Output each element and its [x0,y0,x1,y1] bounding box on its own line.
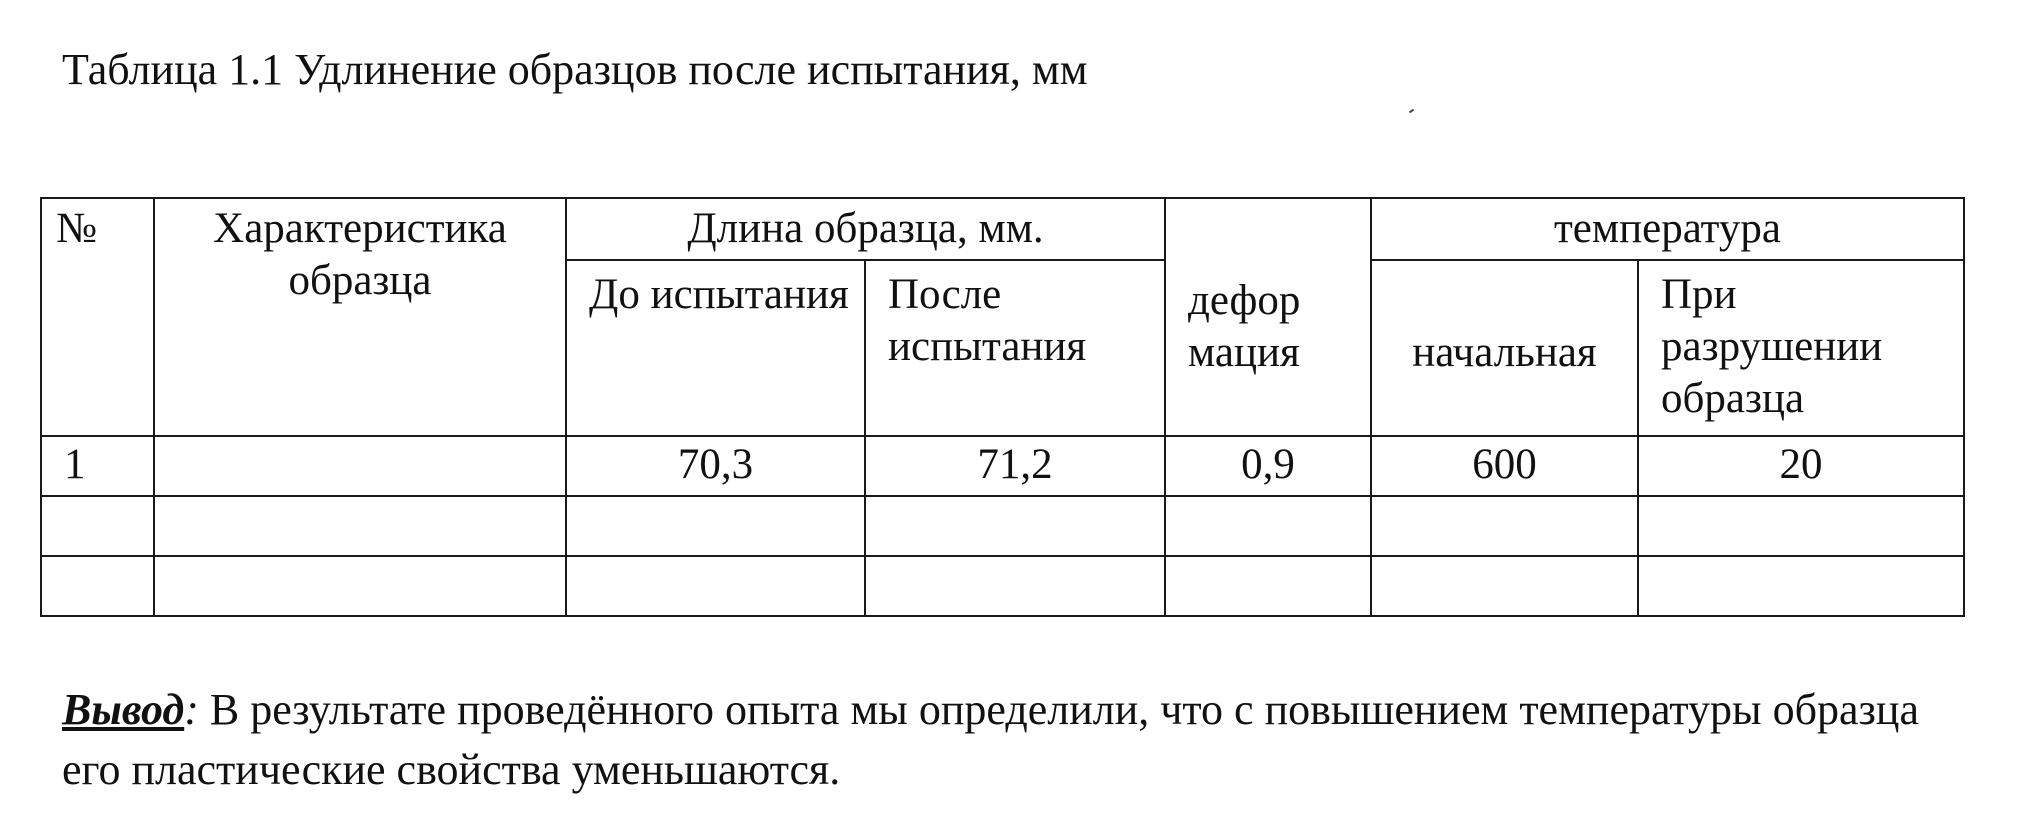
cell-initial [1371,496,1638,556]
conclusion-colon: : [184,685,199,734]
header-temperature-group: температура [1371,198,1964,260]
cell-initial: 600 [1371,436,1638,496]
cell-initial [1371,556,1638,616]
table-row [41,556,1964,616]
table-row [41,436,1964,496]
cell-after [865,556,1165,616]
cell-before: 70,3 [566,436,865,496]
scan-speck [1409,109,1414,114]
table-row [41,496,1964,556]
header-after: После испытания [865,260,1165,436]
cell-deformation [1165,556,1371,616]
cell-before [566,496,865,556]
cell-number [41,496,154,556]
cell-at-failure [1638,496,1964,556]
elongation-table [40,197,1965,617]
cell-at-failure: 20 [1638,436,1964,496]
header-before: До испытания [566,260,865,436]
cell-characteristic [154,556,566,616]
cell-number: 1 [41,436,154,496]
header-deformation: дефор мация [1165,198,1371,436]
cell-before [566,556,865,616]
cell-at-failure [1638,556,1964,616]
conclusion-paragraph [62,680,1962,800]
cell-after [865,496,1165,556]
conclusion-label: Вывод [62,685,185,734]
header-at-failure: При разрушении образца [1638,260,1964,436]
cell-deformation [1165,496,1371,556]
header-number: № [41,198,154,436]
cell-deformation: 0,9 [1165,436,1371,496]
cell-characteristic [154,496,566,556]
header-characteristic: Характеристика образца [154,198,566,436]
header-initial: начальная [1371,260,1638,436]
cell-number [41,556,154,616]
table-caption: Таблица 1.1 Удлинение образцов после испытания, мм [62,45,1088,94]
cell-after: 71,2 [865,436,1165,496]
header-row-1 [41,198,1964,260]
header-length-group: Длина образца, мм. [566,198,1165,260]
conclusion-text: В результате проведённого опыта мы определили, что с повышением температуры образца его пластические свойства уменьшаются. [62,685,1919,794]
cell-characteristic [154,436,566,496]
